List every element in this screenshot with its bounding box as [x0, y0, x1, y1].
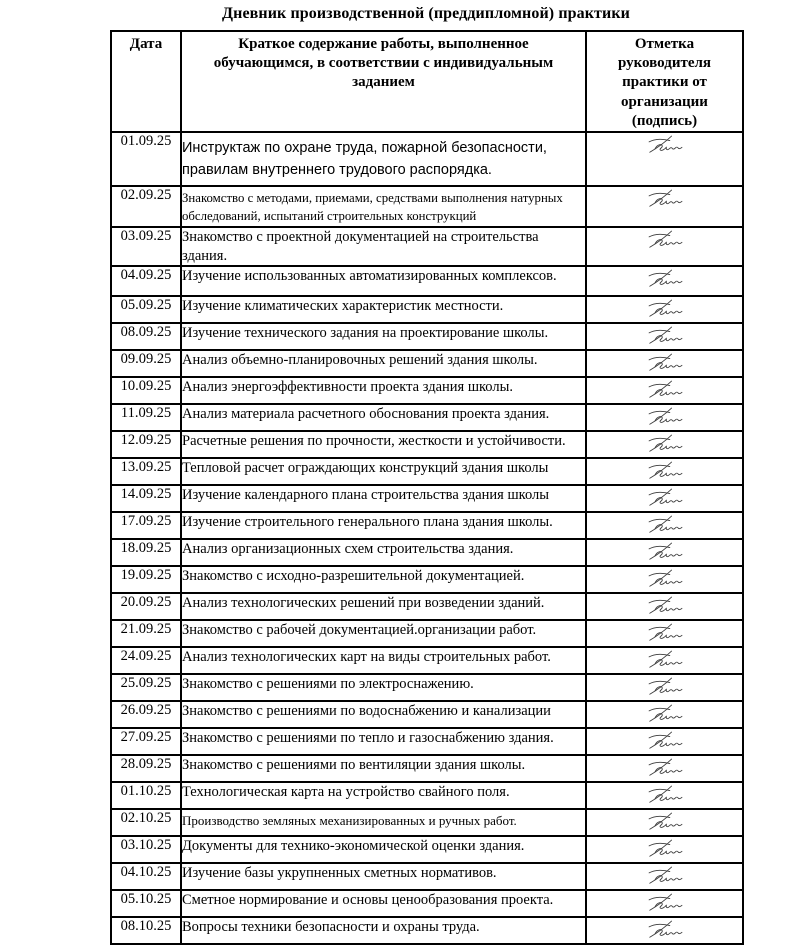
signature-icon: [637, 596, 693, 614]
signature-cell: [586, 323, 743, 350]
signature-icon: [637, 299, 693, 317]
signature-cell: [586, 593, 743, 620]
date-cell: 02.10.25: [111, 809, 181, 836]
work-summary-cell: Расчетные решения по прочности, жесткости и устойчивости.: [181, 431, 586, 458]
signature-icon: [637, 380, 693, 398]
date-cell: 20.09.25: [111, 593, 181, 620]
work-summary-cell: Анализ технологических решений при возведении зданий.: [181, 593, 586, 620]
signature-icon: [637, 269, 693, 287]
table-header-row: [111, 31, 743, 132]
date-cell: 09.09.25: [111, 350, 181, 377]
signature-cell: [586, 458, 743, 485]
header-date: Дата: [111, 31, 181, 132]
signature-cell: [586, 296, 743, 323]
date-cell: 21.09.25: [111, 620, 181, 647]
table-row: [111, 917, 743, 944]
signature-icon: [637, 353, 693, 371]
work-summary-cell: Инструктаж по охране труда, пожарной безопасности, правилам внутреннего трудового распорядка.: [181, 132, 586, 186]
signature-icon: [637, 650, 693, 668]
table-row: [111, 431, 743, 458]
signature-icon: [637, 434, 693, 452]
table-row: [111, 296, 743, 323]
table-row: [111, 404, 743, 431]
date-cell: 28.09.25: [111, 755, 181, 782]
signature-cell: [586, 404, 743, 431]
signature-cell: [586, 755, 743, 782]
signature-cell: [586, 917, 743, 944]
signature-cell: [586, 566, 743, 593]
header-supervisor-mark-text: Отметка руководителя практики от организации (подпись): [617, 36, 712, 129]
date-cell: 18.09.25: [111, 539, 181, 566]
work-summary-cell: Технологическая карта на устройство свайного поля.: [181, 782, 586, 809]
table-row: [111, 836, 743, 863]
signature-icon: [637, 731, 693, 749]
date-cell: 17.09.25: [111, 512, 181, 539]
table-row: [111, 512, 743, 539]
table-row: [111, 647, 743, 674]
date-cell: 13.09.25: [111, 458, 181, 485]
work-summary-cell: Знакомство с исходно-разрешительной документацией.: [181, 566, 586, 593]
work-summary-cell: Изучение календарного плана строительства здания школы: [181, 485, 586, 512]
signature-cell: [586, 350, 743, 377]
table-row: [111, 674, 743, 701]
signature-icon: [637, 839, 693, 857]
signature-cell: [586, 377, 743, 404]
date-cell: 02.09.25: [111, 186, 181, 227]
work-summary-cell: Тепловой расчет ограждающих конструкций здания школы: [181, 458, 586, 485]
date-cell: 12.09.25: [111, 431, 181, 458]
table-row: [111, 227, 743, 267]
signature-cell: [586, 227, 743, 267]
work-summary-cell: Изучение строительного генерального плана здания школы.: [181, 512, 586, 539]
date-cell: 05.09.25: [111, 296, 181, 323]
date-cell: 04.09.25: [111, 266, 181, 296]
date-cell: 10.09.25: [111, 377, 181, 404]
page-title: Дневник производственной (преддипломной) практики: [222, 5, 630, 22]
signature-icon: [637, 623, 693, 641]
signature-cell: [586, 186, 743, 227]
date-cell: 26.09.25: [111, 701, 181, 728]
signature-icon: [637, 461, 693, 479]
signature-cell: [586, 485, 743, 512]
work-summary-cell: Документы для технико-экономической оценки здания.: [181, 836, 586, 863]
date-cell: 01.09.25: [111, 132, 181, 186]
signature-icon: [637, 569, 693, 587]
signature-cell: [586, 782, 743, 809]
work-summary-cell: Анализ технологических карт на виды строительных работ.: [181, 647, 586, 674]
signature-cell: [586, 809, 743, 836]
signature-cell: [586, 266, 743, 296]
work-summary-cell: Анализ материала расчетного обоснования проекта здания.: [181, 404, 586, 431]
work-summary-cell: Сметное нормирование и основы ценообразования проекта.: [181, 890, 586, 917]
work-summary-cell: Производство земляных механизированных и ручных работ.: [181, 809, 586, 836]
signature-icon: [637, 758, 693, 776]
signature-icon: [637, 488, 693, 506]
signature-cell: [586, 647, 743, 674]
header-work-summary-text: Краткое содержание работы, выполненное обучающимся, в соответствии с индивидуальным заданием: [213, 36, 554, 91]
signature-icon: [637, 407, 693, 425]
work-summary-cell: Изучение использованных автоматизированных комплексов.: [181, 266, 586, 296]
work-summary-cell: Знакомство с проектной документацией на строительства здания.: [181, 227, 586, 267]
signature-cell: [586, 863, 743, 890]
table-row: [111, 323, 743, 350]
signature-cell: [586, 674, 743, 701]
signature-icon: [637, 677, 693, 695]
table-row: [111, 377, 743, 404]
table-row: [111, 350, 743, 377]
signature-icon: [637, 785, 693, 803]
header-supervisor-mark: [586, 31, 743, 132]
table-row: [111, 539, 743, 566]
table-row: [111, 755, 743, 782]
practice-diary-table: [110, 30, 744, 945]
signature-cell: [586, 539, 743, 566]
signature-icon: [637, 704, 693, 722]
date-cell: 03.09.25: [111, 227, 181, 267]
table-row: [111, 728, 743, 755]
work-summary-cell: Знакомство с рабочей документацией.организации работ.: [181, 620, 586, 647]
table-row: [111, 266, 743, 296]
work-summary-cell: Изучение климатических характеристик местности.: [181, 296, 586, 323]
date-cell: 01.10.25: [111, 782, 181, 809]
work-summary-cell: Знакомство с методами, приемами, средствами выполнения натурных обследований, испытаний строительных конструкций: [181, 186, 586, 227]
signature-cell: [586, 701, 743, 728]
signature-cell: [586, 836, 743, 863]
signature-icon: [637, 189, 693, 207]
table-row: [111, 566, 743, 593]
work-summary-cell: Анализ объемно-планировочных решений здания школы.: [181, 350, 586, 377]
table-row: [111, 890, 743, 917]
work-summary-cell: Изучение технического задания на проектирование школы.: [181, 323, 586, 350]
date-cell: 14.09.25: [111, 485, 181, 512]
signature-cell: [586, 890, 743, 917]
work-summary-cell: Изучение базы укрупненных сметных нормативов.: [181, 863, 586, 890]
table-row: [111, 132, 743, 186]
signature-icon: [637, 326, 693, 344]
table-row: [111, 593, 743, 620]
signature-cell: [586, 728, 743, 755]
date-cell: 11.09.25: [111, 404, 181, 431]
table-row: [111, 782, 743, 809]
work-summary-cell: Знакомство с решениями по вентиляции здания школы.: [181, 755, 586, 782]
work-summary-cell: Анализ организационных схем строительства здания.: [181, 539, 586, 566]
work-summary-cell: Анализ энергоэффективности проекта здания школы.: [181, 377, 586, 404]
table-row: [111, 458, 743, 485]
table-body: [111, 132, 743, 945]
signature-icon: [637, 812, 693, 830]
date-cell: 04.10.25: [111, 863, 181, 890]
table-row: [111, 809, 743, 836]
date-cell: 19.09.25: [111, 566, 181, 593]
table-row: [111, 186, 743, 227]
signature-cell: [586, 620, 743, 647]
date-cell: 05.10.25: [111, 890, 181, 917]
table-row: [111, 620, 743, 647]
work-summary-cell: Знакомство с решениями по электроснажению.: [181, 674, 586, 701]
signature-icon: [637, 542, 693, 560]
date-cell: 24.09.25: [111, 647, 181, 674]
header-work-summary: [181, 31, 586, 132]
signature-cell: [586, 512, 743, 539]
work-summary-cell: Знакомство с решениями по тепло и газоснабжению здания.: [181, 728, 586, 755]
date-cell: 03.10.25: [111, 836, 181, 863]
table-row: [111, 485, 743, 512]
work-summary-cell: Вопросы техники безопасности и охраны труда.: [181, 917, 586, 944]
date-cell: 08.09.25: [111, 323, 181, 350]
date-cell: 08.10.25: [111, 917, 181, 944]
signature-icon: [637, 515, 693, 533]
date-cell: 25.09.25: [111, 674, 181, 701]
date-cell: 27.09.25: [111, 728, 181, 755]
signature-icon: [637, 920, 693, 938]
signature-cell: [586, 132, 743, 186]
table-row: [111, 701, 743, 728]
signature-icon: [637, 135, 693, 153]
signature-icon: [637, 893, 693, 911]
signature-icon: [637, 230, 693, 248]
table-row: [111, 863, 743, 890]
signature-icon: [637, 866, 693, 884]
signature-cell: [586, 431, 743, 458]
work-summary-cell: Знакомство с решениями по водоснабжению и канализации: [181, 701, 586, 728]
